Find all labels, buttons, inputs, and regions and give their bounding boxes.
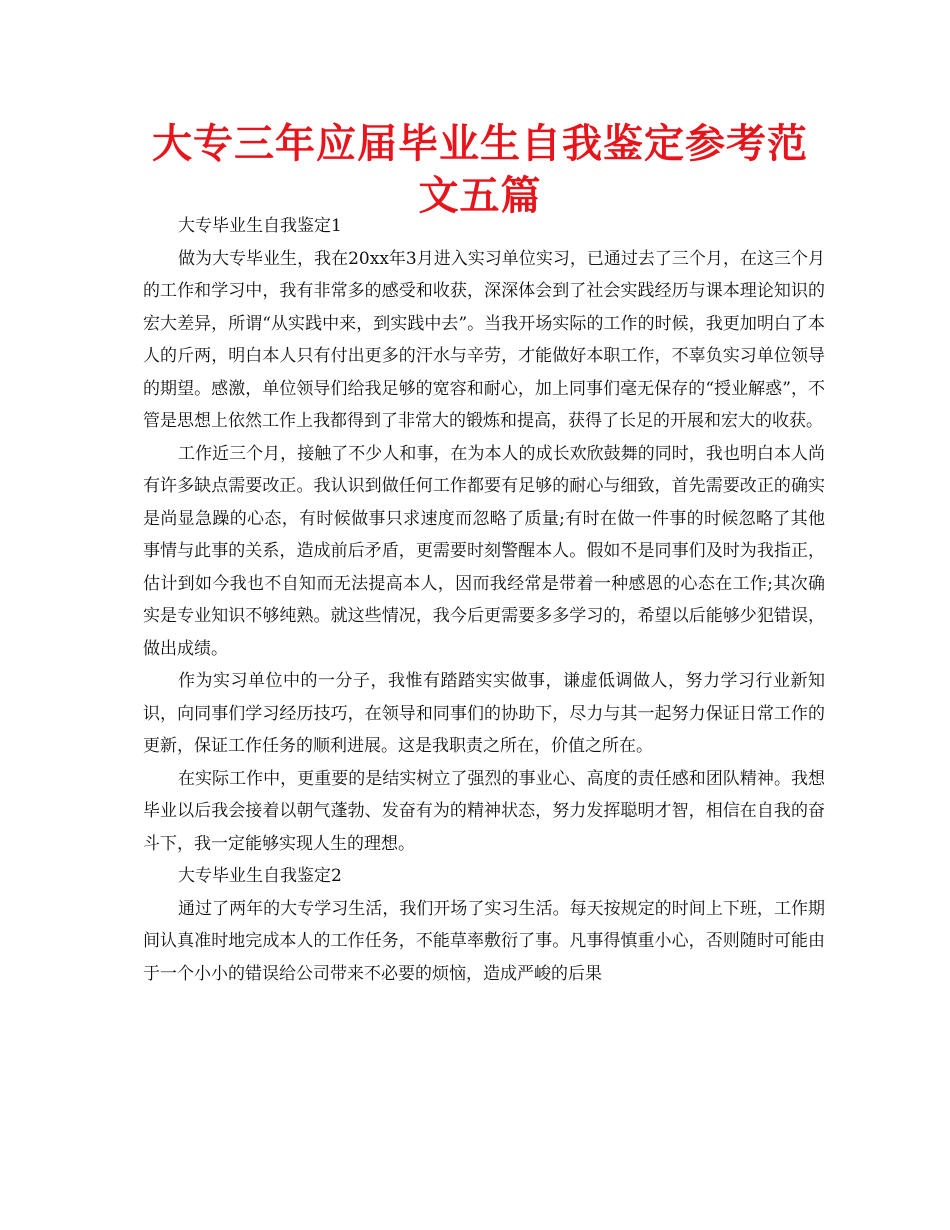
section-heading-2: 大专毕业生自我鉴定2 bbox=[178, 866, 342, 886]
document-body bbox=[143, 210, 825, 990]
section-heading-1: 大专毕业生自我鉴定1 bbox=[178, 216, 342, 236]
document-title: 大专三年应届毕业生自我鉴定参考范文五篇 bbox=[152, 121, 808, 219]
paragraph: 做为大专毕业生，我在20xx年3月进入实习单位实习，已通过去了三个月，在这三个月的工作和学习中，我有非常多的感受和收获，深深体会到了社会实践经历与课本理论知识的宏大差异，所谓“从实践中来，到实践中去”。当我开场实际的工作的时候，我更加明白了本人的斤两，明白本人只有付出更多的汗水与辛劳，才能做好本职工作，不辜负实习单位领导的期望。感激，单位领导们给我足够的宽容和耐心，加上同事们毫无保存的“授业解惑”，不管是思想上依然工作上我都得到了非常大的锻炼和提高，获得了长足的开展和宏大的收获。 bbox=[143, 248, 825, 431]
paragraph: 通过了两年的大专学习生活，我们开场了实习生活。每天按规定的时间上下班，工作期间认真准时地完成本人的工作任务，不能草率敷衍了事。凡事得慎重小心，否则随时可能由于一个小小的错误给公司带来不必要的烦恼，造成严峻的后果 bbox=[143, 898, 825, 984]
paragraph: 在实际工作中，更重要的是结实树立了强烈的事业心、高度的责任感和团队精神。我想毕业以后我会接着以朝气蓬勃、发奋有为的精神状态，努力发挥聪明才智，相信在自我的奋斗下，我一定能够实现人生的理想。 bbox=[143, 768, 825, 854]
paragraph: 工作近三个月，接触了不少人和事，在为本人的成长欢欣鼓舞的同时，我也明白本人尚有许多缺点需要改正。我认识到做任何工作都要有足够的耐心与细致，首先需要改正的确实是尚显急躁的心态，有时候做事只求速度而忽略了质量;有时在做一件事的时候忽略了其他事情与此事的关系，造成前后矛盾，更需要时刻警醒本人。假如不是同事们及时为我指正，估计到如今我也不自知而无法提高本人，因而我经常是带着一种感恩的心态在工作;其次确实是专业知识不够纯熟。就这些情况，我今后更需要多多学习的，希望以后能够少犯错误，做出成绩。 bbox=[143, 443, 825, 659]
paragraph: 作为实习单位中的一分子，我惟有踏踏实实做事，谦虚低调做人，努力学习行业新知识，向同事们学习经历技巧，在领导和同事们的协助下，尽力与其一起努力保证日常工作的更新，保证工作任务的顺利进展。这是我职责之所在，价值之所在。 bbox=[143, 671, 825, 756]
